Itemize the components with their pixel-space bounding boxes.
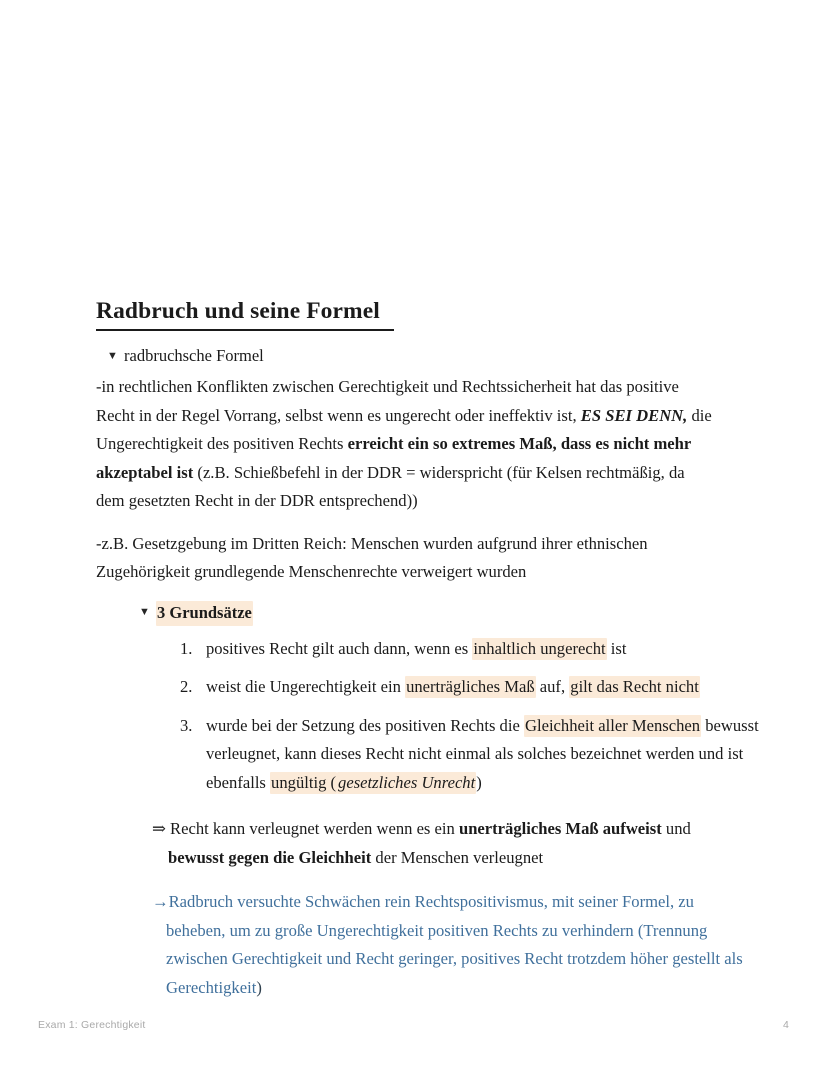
list-item bbox=[180, 712, 772, 798]
page-footer bbox=[0, 1019, 828, 1039]
right-arrow-icon: → bbox=[152, 892, 169, 912]
page-title: Radbruch und seine Formel bbox=[96, 297, 394, 331]
chevron-down-icon[interactable]: ▼ bbox=[107, 350, 118, 363]
run-text: auf, bbox=[535, 677, 570, 697]
run-text: ) bbox=[476, 772, 482, 792]
run-text: Recht kann verleugnet werden wenn es ein bbox=[165, 819, 459, 839]
run-highlight: Gleichheit aller Menschen bbox=[524, 715, 701, 735]
toggle-label-3-grundsaetze: 3 Grundsätze bbox=[156, 601, 253, 626]
run-highlight: ungültig ( bbox=[271, 772, 337, 792]
footer-document-label: Exam 1: Gerechtigkeit bbox=[38, 1019, 146, 1031]
run-text: Radbruch versuchte Schwächen rein Rechtspositivismus, mit seiner Formel, zu beheben, um zu große Ungerechtigkeit positiven Rechts zu verhindern (Trennung zwischen Gerechtigkeit und Recht geringer, positives Recht trotzdem höher gestellt als Gerechtigkeit bbox=[166, 892, 743, 997]
run-text: ist bbox=[606, 638, 627, 658]
list-grundsaetze bbox=[96, 635, 759, 798]
run-highlight: inhaltlich ungerecht bbox=[473, 638, 606, 658]
run-text: wurde bei der Setzung des positiven Rechts die bbox=[206, 715, 524, 735]
run-text: der Menschen verleugnet bbox=[371, 847, 544, 867]
toggle-label-radbruchsche-formel: radbruchsche Formel bbox=[124, 346, 264, 366]
run-highlight: gilt das Recht nicht bbox=[570, 677, 699, 697]
run-extremes-mass: erreicht ein so extremes Maß, dass es nicht mehr akzeptabel ist bbox=[96, 434, 691, 482]
toggle-radbruchsche-formel[interactable] bbox=[107, 345, 746, 367]
run-text: -in rechtlichen Konflikten zwischen Gerechtigkeit und Rechtssicherheit hat das positive Recht in der Regel Vorrang, selbst wenn es ungerecht oder ineffektiv ist, bbox=[96, 377, 679, 425]
run-text: ) bbox=[256, 977, 262, 997]
run-text: und bbox=[661, 819, 691, 839]
double-arrow-icon: ⇒ bbox=[152, 819, 166, 839]
run-text: weist die Ungerechtigkeit ein bbox=[206, 677, 406, 697]
run-text: positives Recht gilt auch dann, wenn es bbox=[206, 638, 473, 658]
chevron-down-icon[interactable]: ▼ bbox=[139, 605, 150, 618]
paragraph-drittes-reich: -z.B. Gesetzgebung im Dritten Reich: Menschen wurden aufgrund ihrer ethnischen Zugehörigkeit grundlegende Menschenrechte verweigert wurden bbox=[96, 533, 648, 582]
run-text: die Ungerechtigkeit des positiven Rechts bbox=[96, 405, 712, 454]
run-text: (z.B. Schießbefehl in der DDR = widerspricht (für Kelsen rechtmäßig, da dem gesetzten Recht in der DDR entsprechend)) bbox=[96, 462, 685, 511]
document-content bbox=[96, 297, 759, 1019]
footer-page-number: 4 bbox=[782, 1019, 789, 1031]
toggle-3-grundsaetze[interactable] bbox=[139, 601, 746, 626]
run-gesetzliches-unrecht: gesetzliches Unrecht bbox=[338, 772, 476, 792]
run-text: bewusst verleugnet, kann dieses Recht nicht einmal als solches bezeichnet werden und ist ebenfalls bbox=[206, 715, 759, 792]
list-item bbox=[180, 673, 772, 702]
run-unertraegliches-mass: unerträgliches Maß aufweist bbox=[458, 819, 662, 839]
run-es-sei-denn: ES SEI DENN, bbox=[580, 405, 688, 425]
run-bewusst-gegen-gleichheit: bewusst gegen die Gleichheit bbox=[168, 847, 372, 867]
run-highlight: unerträgliches Maß bbox=[406, 677, 535, 697]
list-item bbox=[180, 635, 772, 664]
paragraph-positives-recht-vorrang bbox=[96, 373, 716, 516]
paragraph-note-radbruch bbox=[152, 888, 746, 1002]
paragraph-conclusion bbox=[152, 815, 748, 872]
